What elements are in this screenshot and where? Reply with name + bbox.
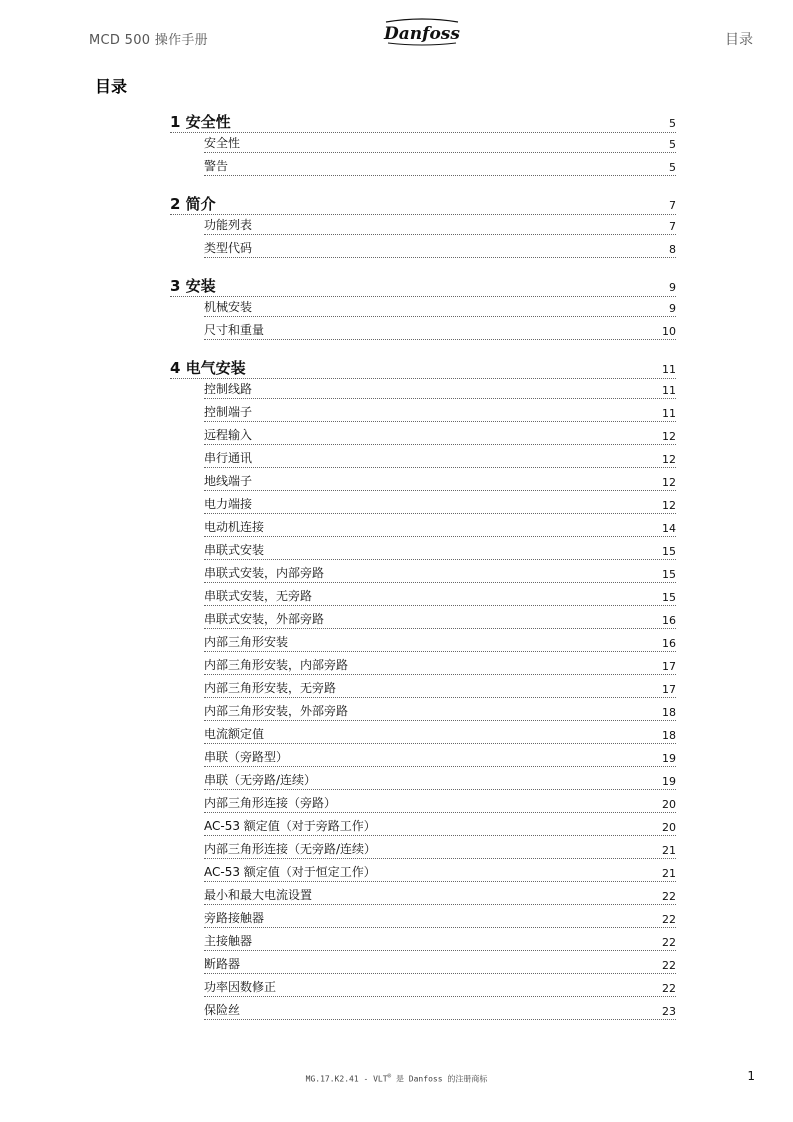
logo-text: Danfoss [384, 24, 460, 44]
toc-entry-label: 机械安装 [204, 300, 253, 314]
toc-chapter[interactable] [170, 195, 676, 215]
toc-entry[interactable] [204, 773, 676, 790]
toc-entry[interactable] [204, 819, 676, 836]
toc-page-number: 22 [662, 913, 676, 926]
toc-entry[interactable] [204, 520, 676, 537]
toc-entry-label: 串联式安装，内部旁路 [204, 566, 325, 580]
toc-entry-label: 保险丝 [204, 1003, 241, 1017]
toc-page-number: 8 [669, 243, 676, 256]
toc-entry-label: 功率因数修正 [204, 980, 277, 994]
toc-entry[interactable] [204, 888, 676, 905]
footer-code: MG.17.K2.41 - VLT [305, 1074, 388, 1084]
toc-page-number: 19 [662, 752, 676, 765]
toc-entry-label: 串联式安装，无旁路 [204, 589, 313, 603]
toc-entry[interactable] [204, 911, 676, 928]
toc-entry-label: AC-53 额定值（对于恒定工作） [204, 865, 376, 879]
toc-entry-label: 安全性 [204, 136, 241, 150]
toc-chapter[interactable] [170, 113, 676, 133]
toc-entry-label: 内部三角形安装，内部旁路 [204, 658, 349, 672]
toc-entry[interactable] [204, 497, 676, 514]
toc-entry-label: 控制端子 [204, 405, 253, 419]
toc-entry-label: 电流额定值 [204, 727, 265, 741]
toc-entry-label: 功能列表 [204, 218, 253, 232]
toc-page-number: 21 [662, 844, 676, 857]
page-number: 1 [747, 1069, 755, 1083]
toc-entry-label: 1 安全性 [170, 113, 231, 131]
toc-entry[interactable] [204, 1003, 676, 1020]
toc-page-number: 7 [669, 220, 676, 233]
toc-page-number: 12 [662, 476, 676, 489]
toc-entry-label: 4 电气安装 [170, 359, 246, 377]
toc-entry[interactable] [204, 218, 676, 235]
toc-entry-label: 控制线路 [204, 382, 253, 396]
toc-page-number: 18 [662, 729, 676, 742]
toc-entry[interactable] [204, 796, 676, 813]
toc-entry[interactable] [204, 704, 676, 721]
toc-entry[interactable] [204, 451, 676, 468]
toc-entry-label: 内部三角形安装，外部旁路 [204, 704, 349, 718]
toc-entry-label: 内部三角形安装，无旁路 [204, 681, 337, 695]
toc-page-number: 15 [662, 591, 676, 604]
toc-entry[interactable] [204, 474, 676, 491]
danfoss-logo [380, 14, 464, 48]
toc-entry-label: 2 简介 [170, 195, 216, 213]
toc-entry-label: 串联式安装 [204, 543, 265, 557]
toc-page-number: 16 [662, 637, 676, 650]
toc-page-number: 17 [662, 660, 676, 673]
toc-entry[interactable] [204, 382, 676, 399]
header-section-name: 目录 [725, 32, 753, 48]
toc-entry[interactable] [204, 323, 676, 340]
toc-entry[interactable] [204, 842, 676, 859]
toc-page-number: 20 [662, 798, 676, 811]
toc-page-number: 9 [669, 281, 676, 294]
toc-entry-label: 地线端子 [204, 474, 253, 488]
toc-page-number: 15 [662, 568, 676, 581]
toc-entry-label: 内部三角形安装 [204, 635, 289, 649]
toc-entry[interactable] [204, 136, 676, 153]
toc-page-number: 12 [662, 453, 676, 466]
toc-page-number: 22 [662, 890, 676, 903]
toc-entry-label: 电动机连接 [204, 520, 265, 534]
toc-entry-label: 内部三角形连接（旁路） [204, 796, 337, 810]
toc-page-number: 17 [662, 683, 676, 696]
toc-entry[interactable] [204, 566, 676, 583]
toc-page-number: 5 [669, 161, 676, 174]
toc-entry[interactable] [204, 635, 676, 652]
toc-entry-label: 串联（无旁路/连续） [204, 773, 317, 787]
footer-trademark: 是 Danfoss 的注册商标 [391, 1074, 488, 1084]
toc-page-number: 12 [662, 430, 676, 443]
page-title: 目录 [95, 77, 128, 96]
toc-entry-label: AC-53 额定值（对于旁路工作） [204, 819, 376, 833]
toc-entry[interactable] [204, 159, 676, 176]
footer [0, 1073, 793, 1085]
toc-entry[interactable] [204, 543, 676, 560]
toc-entry[interactable] [204, 241, 676, 258]
toc-page-number: 5 [669, 117, 676, 130]
document-title: MCD 500 操作手册 [89, 33, 208, 48]
toc-page-number: 11 [662, 384, 676, 397]
toc-page-number: 16 [662, 614, 676, 627]
toc-page-number: 5 [669, 138, 676, 151]
toc-entry-label: 串行通讯 [204, 451, 253, 465]
toc-entry-label: 尺寸和重量 [204, 323, 265, 337]
toc-chapter[interactable] [170, 359, 676, 379]
toc-page-number: 22 [662, 982, 676, 995]
toc-page-number: 22 [662, 959, 676, 972]
toc-entry-label: 串联（旁路型） [204, 750, 289, 764]
registered-mark: ® [387, 1073, 392, 1080]
toc-page-number: 15 [662, 545, 676, 558]
toc-page-number: 14 [662, 522, 676, 535]
toc-entry-label: 旁路接触器 [204, 911, 265, 925]
toc-entry[interactable] [204, 980, 676, 997]
toc-entry[interactable] [204, 865, 676, 882]
toc-page-number: 19 [662, 775, 676, 788]
toc-entry[interactable] [204, 658, 676, 675]
toc-entry[interactable] [204, 428, 676, 445]
toc-entry-label: 内部三角形连接（无旁路/连续） [204, 842, 377, 856]
toc-entry-label: 串联式安装，外部旁路 [204, 612, 325, 626]
toc-chapter[interactable] [170, 277, 676, 297]
toc-entry[interactable] [204, 405, 676, 422]
toc-entry[interactable] [204, 727, 676, 744]
toc-entry[interactable] [204, 934, 676, 951]
toc-page-number: 12 [662, 499, 676, 512]
toc-entry-label: 3 安装 [170, 277, 216, 295]
toc-entry[interactable] [204, 300, 676, 317]
toc-entry-label: 远程输入 [204, 428, 253, 442]
toc-entry[interactable] [204, 750, 676, 767]
toc-page-number: 11 [662, 407, 676, 420]
toc-entry-label: 断路器 [204, 957, 241, 971]
toc-page-number: 21 [662, 867, 676, 880]
toc-page-number: 11 [662, 363, 676, 376]
toc-page-number: 9 [669, 302, 676, 315]
toc-page-number: 10 [662, 325, 676, 338]
toc-entry-label: 电力端接 [204, 497, 253, 511]
toc-entry-label: 类型代码 [204, 241, 253, 255]
toc-entry[interactable] [204, 957, 676, 974]
toc-entry-label: 警告 [204, 159, 229, 173]
toc-entry-label: 最小和最大电流设置 [204, 888, 313, 902]
toc-entry-label: 主接触器 [204, 934, 253, 948]
toc-entry[interactable] [204, 681, 676, 698]
toc-entry[interactable] [204, 612, 676, 629]
toc-page-number: 18 [662, 706, 676, 719]
toc-entry[interactable] [204, 589, 676, 606]
toc-page-number: 23 [662, 1005, 676, 1018]
toc-page-number: 7 [669, 199, 676, 212]
toc-page-number: 22 [662, 936, 676, 949]
toc-page-number: 20 [662, 821, 676, 834]
